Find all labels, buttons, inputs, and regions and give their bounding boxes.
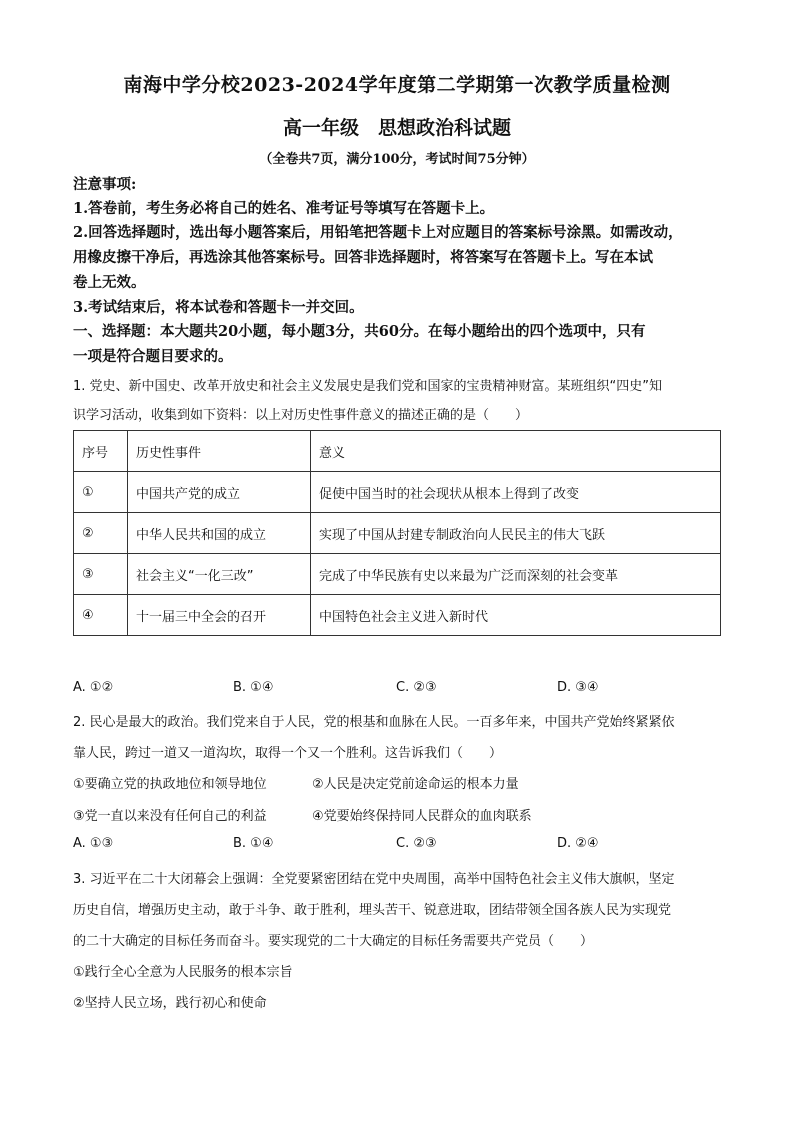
q1-stem-line-1: 1. 党史、新中国史、改革开放史和社会主义发展史是我们党和国家的宝贵精神财富。某班组织“四史”知 bbox=[73, 379, 663, 394]
exam-title: 南海中学分校2023-2024学年度第二学期第一次教学质量检测 bbox=[123, 74, 671, 96]
note-item-3: 3.考试结束后，将本试卷和答题卡一并交回。 bbox=[73, 299, 364, 316]
table-cell: 社会主义“一化三改” bbox=[128, 554, 311, 595]
table-cell: 促使中国当时的社会现状从根本上得到了改变 bbox=[311, 472, 721, 513]
table-cell: 中国共产党的成立 bbox=[128, 472, 311, 513]
table-cell: ② bbox=[74, 513, 128, 554]
q2-statement-2: ②人民是决定党前途命运的根本力量 bbox=[312, 777, 519, 792]
section-1-line-2: 一项是符合题目要求的。 bbox=[73, 348, 233, 365]
table-cell: ① bbox=[74, 472, 128, 513]
table-cell: 十一届三中全会的召开 bbox=[128, 595, 311, 636]
table-row bbox=[74, 554, 721, 595]
table-row bbox=[74, 513, 721, 554]
notes-heading: 注意事项: bbox=[73, 176, 137, 193]
q1-option-b: B. ①④ bbox=[233, 680, 274, 695]
table-row bbox=[74, 595, 721, 636]
q2-option-b: B. ①④ bbox=[233, 836, 274, 851]
q1-stem-line-2: 识学习活动，收集到如下资料：以上对历史性事件意义的描述正确的是（ ） bbox=[73, 408, 529, 423]
table-header-cell: 历史性事件 bbox=[128, 431, 311, 472]
note-item-2-line-3: 卷上无效。 bbox=[73, 274, 146, 291]
q2-statement-4: ④党要始终保持同人民群众的血肉联系 bbox=[312, 809, 532, 824]
exam-subtitle: 高一年级 思想政治科试题 bbox=[282, 117, 511, 139]
q3-statement-2: ②坚持人民立场，践行初心和使命 bbox=[73, 996, 267, 1011]
note-item-2-line-1: 2.回答选择题时，选出每小题答案后，用铅笔把答题卡上对应题目的答案标号涂黑。如需改动， bbox=[73, 224, 683, 241]
table-cell: ③ bbox=[74, 554, 128, 595]
q2-option-c: C. ②③ bbox=[396, 836, 437, 851]
table-cell: 中华人民共和国的成立 bbox=[128, 513, 311, 554]
table-row bbox=[74, 472, 721, 513]
table-header-cell: 序号 bbox=[74, 431, 128, 472]
q2-option-a: A. ①③ bbox=[73, 836, 114, 851]
q2-statement-3: ③党一直以来没有任何自己的利益 bbox=[73, 809, 267, 824]
q2-stem-line-2: 靠人民，跨过一道又一道沟坎，取得一个又一个胜利。这告诉我们（ ） bbox=[73, 746, 503, 761]
q1-option-c: C. ②③ bbox=[396, 680, 437, 695]
q3-stem-line-2: 历史自信，增强历史主动，敢于斗争、敢于胜利，埋头苦干、锐意进取，团结带领全国各族人民为实现党 bbox=[73, 903, 672, 918]
q3-stem-line-1: 3. 习近平在二十大闭幕会上强调：全党要紧密团结在党中央周围，高举中国特色社会主义伟大旗帜，坚定 bbox=[73, 872, 675, 887]
note-item-1: 1.答卷前，考生务必将自己的姓名、准考证号等填写在答题卡上。 bbox=[73, 200, 495, 217]
table-header-row bbox=[74, 431, 721, 472]
table-header-cell: 意义 bbox=[311, 431, 721, 472]
history-events-table bbox=[73, 430, 721, 636]
q2-stem-line-1: 2. 民心是最大的政治。我们党来自于人民，党的根基和血脉在人民。一百多年来，中国共产党始终紧紧依 bbox=[73, 715, 675, 730]
note-item-2-line-2: 用橡皮擦干净后，再选涂其他答案标号。回答非选择题时，将答案写在答题卡上。写在本试 bbox=[73, 249, 653, 266]
table-cell: 实现了中国从封建专制政治向人民民主的伟大飞跃 bbox=[311, 513, 721, 554]
q3-statement-1: ①践行全心全意为人民服务的根本宗旨 bbox=[73, 965, 293, 980]
table-cell: 中国特色社会主义进入新时代 bbox=[311, 595, 721, 636]
table-cell: ④ bbox=[74, 595, 128, 636]
q2-statement-1: ①要确立党的执政地位和领导地位 bbox=[73, 777, 267, 792]
section-1-line-1: 一、选择题：本大题共20小题，每小题3分，共60分。在每小题给出的四个选项中，只有 bbox=[73, 323, 646, 340]
q1-option-d: D. ③④ bbox=[557, 680, 599, 695]
q3-stem-line-3: 的二十大确定的目标任务而奋斗。要实现党的二十大确定的目标任务需要共产党员（ ） bbox=[73, 934, 594, 949]
exam-info: （全卷共7页，满分100分，考试时间75分钟） bbox=[259, 152, 535, 167]
q2-option-d: D. ②④ bbox=[557, 836, 599, 851]
table-cell: 完成了中华民族有史以来最为广泛而深刻的社会变革 bbox=[311, 554, 721, 595]
q1-option-a: A. ①② bbox=[73, 680, 114, 695]
